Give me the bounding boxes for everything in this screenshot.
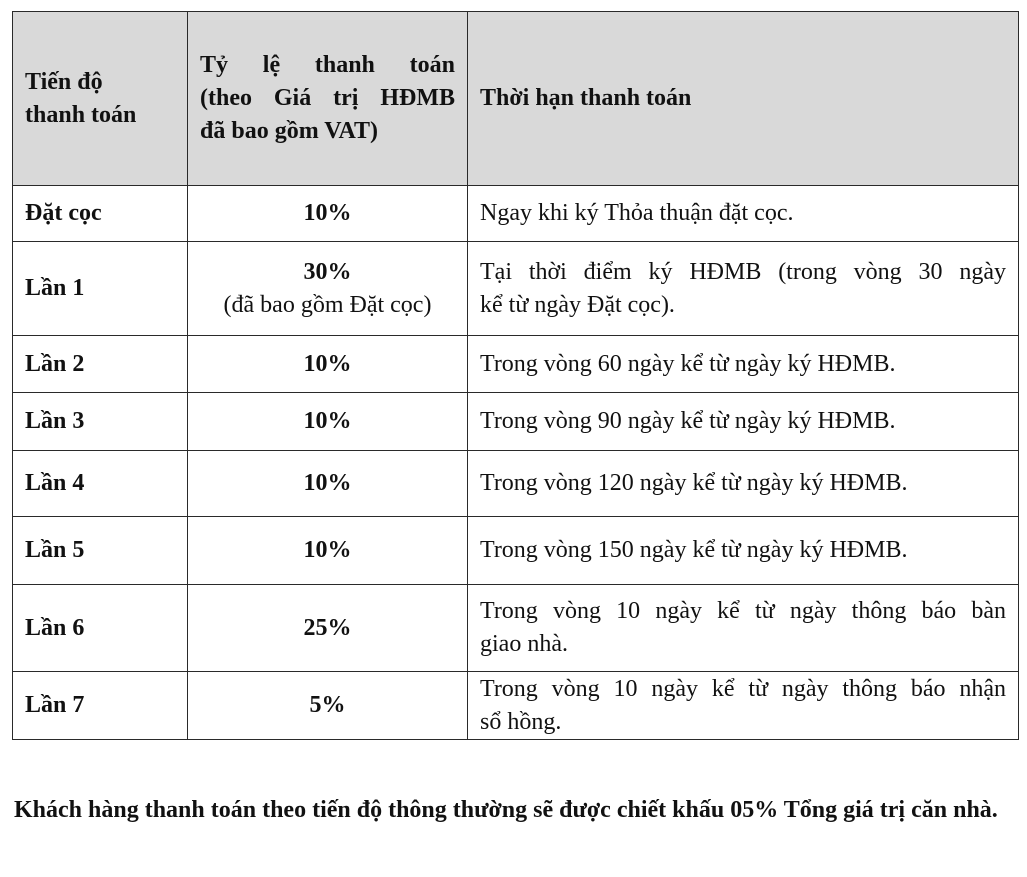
header-payment-rate [188, 12, 468, 186]
payment-term-cell [468, 585, 1019, 672]
payment-stage-cell: Lần 5 [13, 517, 188, 585]
header-payment-rate-line: Tỷ lệ thanh toán [200, 52, 455, 78]
table-row [13, 585, 1019, 672]
payment-percent-value: 10% [303, 537, 352, 563]
payment-percent-cell [188, 451, 468, 517]
payment-percent-cell [188, 336, 468, 393]
payment-term-line: kể từ ngày Đặt cọc). [480, 291, 675, 318]
header-payment-rate-line: đã bao gồm VAT) [200, 118, 379, 144]
payment-stage-cell: Lần 4 [13, 451, 188, 517]
payment-term-cell [468, 336, 1019, 393]
header-payment-stage [13, 12, 188, 186]
payment-term-cell [468, 242, 1019, 336]
payment-term-cell [468, 672, 1019, 740]
payment-term-line: Ngay khi ký Thỏa thuận đặt cọc. [480, 200, 794, 226]
payment-term-line: Trong vòng 120 ngày kể từ ngày ký HĐMB. [480, 470, 908, 496]
payment-stage-cell: Lần 1 [13, 242, 188, 336]
table-header-row [13, 12, 1019, 186]
payment-term-line: Trong vòng 90 ngày kể từ ngày ký HĐMB. [480, 408, 896, 434]
header-payment-rate-line: (theo Giá trị HĐMB [200, 85, 455, 111]
payment-percent-value: 10% [303, 408, 352, 434]
payment-percent-cell [188, 242, 468, 336]
payment-term-line: Tại thời điểm ký HĐMB (trong vòng 30 ngày [480, 258, 1006, 285]
header-payment-stage-line: thanh toán [25, 101, 137, 128]
payment-stage-cell: Lần 3 [13, 393, 188, 451]
payment-stage-cell: Lần 7 [13, 672, 188, 740]
payment-term-line: giao nhà. [480, 631, 568, 657]
table-row [13, 393, 1019, 451]
payment-term-cell [468, 186, 1019, 242]
payment-percent-cell [188, 672, 468, 740]
payment-percent-value: 10% [303, 200, 352, 226]
payment-schedule-table [12, 11, 1019, 740]
payment-percent-cell [188, 186, 468, 242]
header-payment-term: Thời hạn thanh toán [468, 12, 1019, 186]
table-row [13, 517, 1019, 585]
table-body [13, 186, 1019, 740]
payment-percent-cell [188, 585, 468, 672]
table-row [13, 242, 1019, 336]
payment-term-line: Trong vòng 10 ngày kể từ ngày thông báo bàn [480, 598, 1006, 624]
header-payment-stage-line: Tiến độ [25, 68, 103, 95]
payment-percent-value: 10% [303, 350, 352, 377]
payment-percent-cell [188, 517, 468, 585]
payment-term-cell [468, 517, 1019, 585]
payment-term-line: sổ hồng. [480, 708, 562, 735]
table-row [13, 336, 1019, 393]
table-row [13, 451, 1019, 517]
payment-percent-value: 10% [303, 470, 352, 496]
table-row [13, 186, 1019, 242]
payment-percent-note: (đã bao gồm Đặt cọc) [223, 291, 432, 318]
payment-percent-cell [188, 393, 468, 451]
table-row [13, 672, 1019, 740]
payment-stage-cell: Đặt cọc [13, 186, 188, 242]
payment-term-cell [468, 451, 1019, 517]
payment-term-line: Trong vòng 150 ngày kể từ ngày ký HĐMB. [480, 537, 908, 563]
payment-stage-cell: Lần 2 [13, 336, 188, 393]
payment-term-line: Trong vòng 60 ngày kể từ ngày ký HĐMB. [480, 350, 896, 377]
payment-percent-value: 5% [309, 692, 346, 718]
payment-stage-cell: Lần 6 [13, 585, 188, 672]
payment-term-line: Trong vòng 10 ngày kể từ ngày thông báo nhận [480, 675, 1006, 702]
discount-footnote: Khách hàng thanh toán theo tiến độ thông thường sẽ được chiết khấu 05% Tổng giá trị căn nhà. [14, 797, 998, 823]
payment-percent-value: 25% [303, 614, 352, 641]
payment-term-cell [468, 393, 1019, 451]
payment-percent-value: 30% [303, 258, 352, 285]
